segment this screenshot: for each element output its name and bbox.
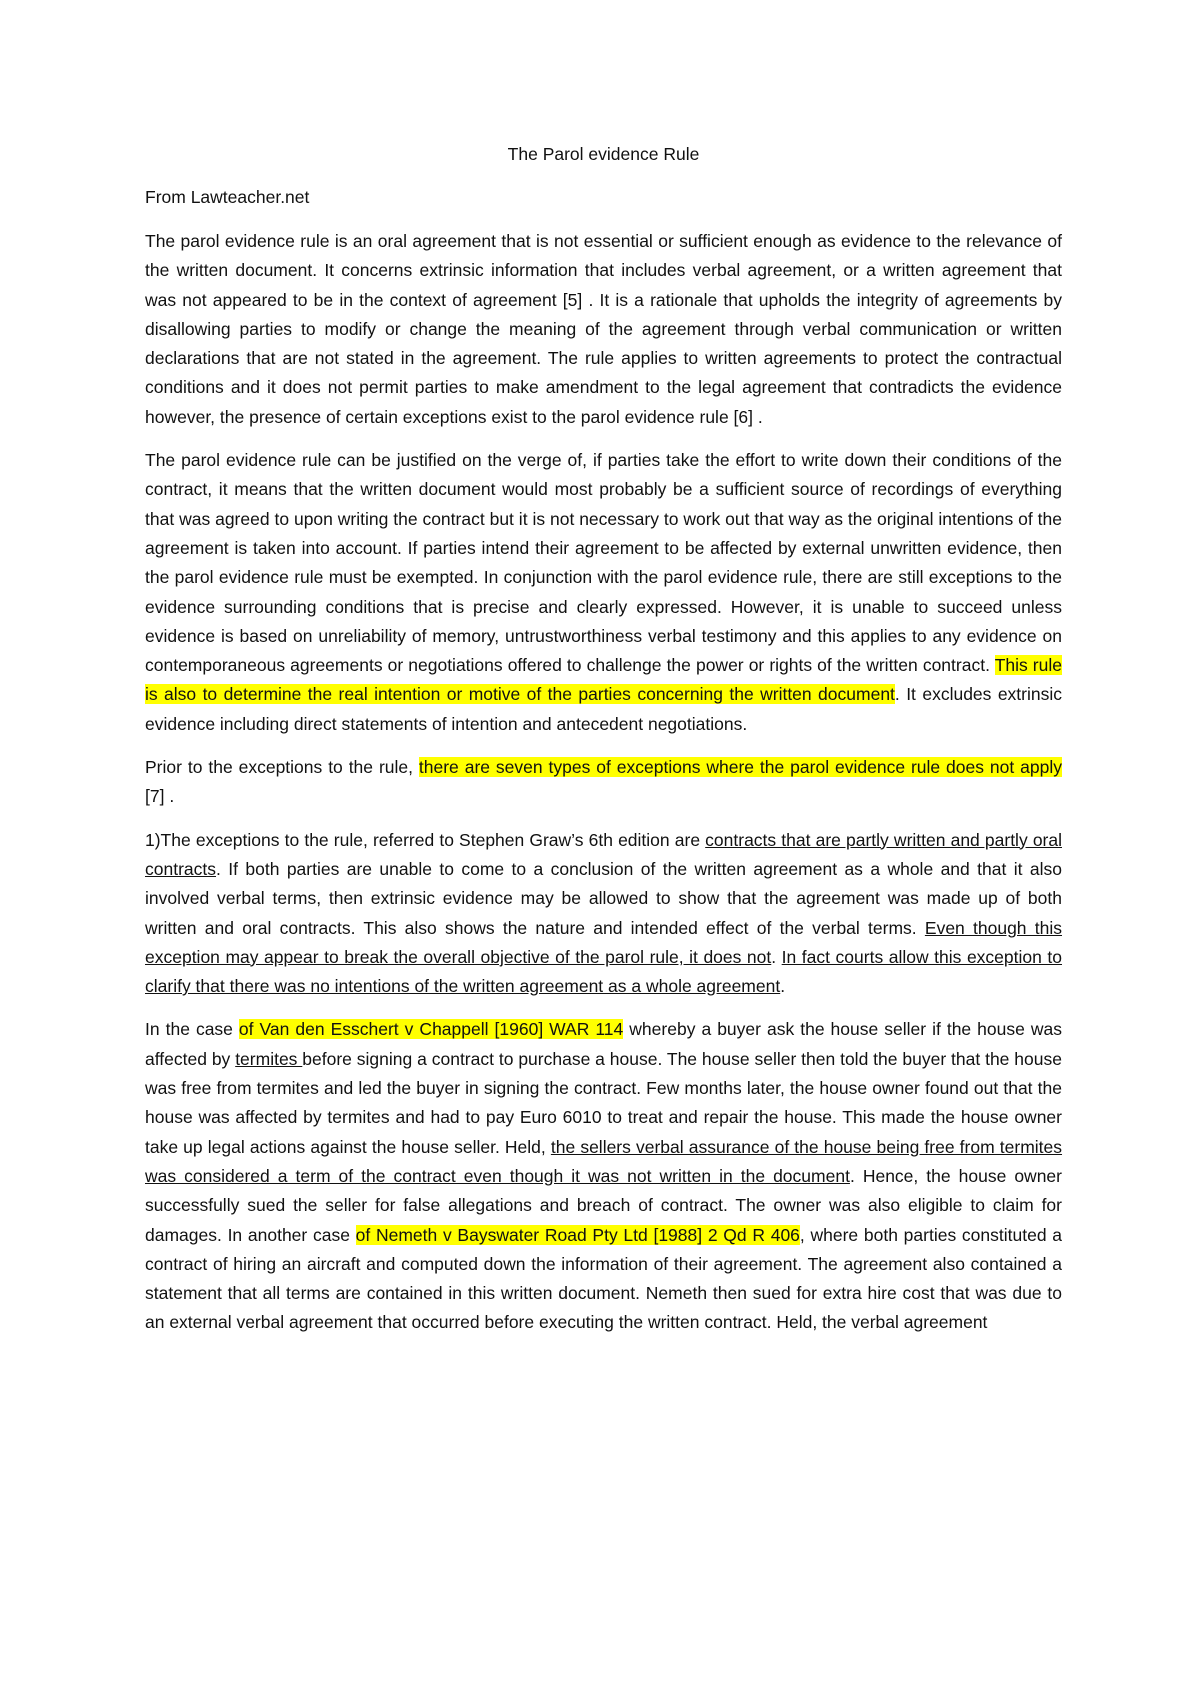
document-body (145, 227, 1062, 1338)
paragraph-text: whereby a buyer ask the house seller if the house was affected by (145, 1019, 1062, 1069)
paragraph-text: before signing a contract to purchase a house. The house seller then told the buyer that the house was free from termites and led the buyer in signing the contract. Few months later, the house owner found out that the house was affected by termites and had to pay Euro 6010 to treat and repair the house. This made the house owner take up legal actions against the house seller. Held, (145, 1048, 1062, 1157)
paragraph-text: Prior to the exceptions to the rule, (145, 757, 419, 778)
paragraph-text: , where both parties constituted a contract of hiring an aircraft and computed down the information of their agreement. The agreement also contained a statement that all terms are contained in this written document. Nemeth then sued for extra hire cost that was due to an external verbal agreement that occurred before executing the written contract. Held, the verbal agreement (145, 1224, 1063, 1333)
paragraph-text: . Hence, the house owner successfully sued the seller for false allegations and breach of contract. The owner was also eligible to claim for damages. In another case (145, 1165, 1062, 1245)
paragraph-text: . It excludes extrinsic evidence including direct statements of intention and antecedent negotiations. (145, 684, 1062, 734)
paragraph-text: [7] . (145, 786, 175, 807)
underlined-text: the sellers verbal assurance of the house being free from termites was considered a term of the contract even though it was not written in the document (145, 1136, 1063, 1186)
paragraph-text: . (780, 976, 786, 997)
underlined-text: Even though this exception may appear to break the overall objective of the parol rule, it does not (145, 917, 1062, 967)
underlined-text: termites (235, 1048, 303, 1069)
paragraph-text: 1)The exceptions to the rule, referred to Stephen Graw’s 6th edition are (145, 829, 706, 850)
document-title: The Parol evidence Rule (507, 144, 700, 164)
paragraph (145, 753, 1062, 812)
highlighted-text: of Nemeth v Bayswater Road Pty Ltd [1988] 2 Qd R 406 (355, 1224, 800, 1245)
paragraph (145, 227, 1062, 432)
underlined-text: In fact courts allow this exception to clarify that there was no intentions of the written agreement as a whole agreement (145, 946, 1062, 997)
source-line: From Lawteacher.net (145, 187, 310, 207)
paragraph-text: In the case (145, 1019, 239, 1040)
paragraph (145, 446, 1062, 739)
paragraph-text: The parol evidence rule is an oral agreement that is not essential or sufficient enough as evidence to the relevance of the written document. It concerns extrinsic information that includes verbal agreement, or a written agreement that was not appeared to be in the context of agreement [5] . It is a rationale that upholds the integrity of agreements by disallowing parties to modify or change the meaning of the agreement through verbal communication or written declarations that are not stated in the agreement. The rule applies to written agreements to protect the contractual conditions and it does not permit parties to make amendment to the legal agreement that contradicts the evidence however, the presence of certain exceptions exist to the parol evidence rule [6] . (145, 231, 1062, 427)
paragraph-text: The parol evidence rule can be justified on the verge of, if parties take the effort to write down their conditions of the contract, it means that the written document would most probably be a sufficient source of recordings of everything that was agreed to upon writing the contract but it is not necessary to work out that way as the original intentions of the agreement is taken into account. If parties intend their agreement to be affected by external unwritten evidence, then the parol evidence rule must be exempted. In conjunction with the parol evidence rule, there are still exceptions to the evidence surrounding conditions that is precise and clearly expressed. However, it is unable to succeed unless evidence is based on unreliability of memory, untrustworthiness verbal testimony and this applies to any evidence on contemporaneous agreements or negotiations offered to challenge the power or rights of the written contract. (145, 450, 1062, 676)
paragraph-text: . If both parties are unable to come to a conclusion of the written agreement as a whole and that it also involved verbal terms, then extrinsic evidence may be allowed to show that the agreement was made up of both written and oral contracts. This also shows the nature and intended effect of the verbal terms. (145, 858, 1062, 938)
highlighted-text: there are seven types of exceptions where the parol evidence rule does not apply (418, 757, 1062, 778)
highlighted-text: This rule is also to determine the real intention or motive of the parties concerning the written document (145, 655, 1062, 705)
underlined-text: contracts that are partly written and partly oral contracts (145, 829, 1062, 879)
paragraph (145, 826, 1062, 1002)
paragraph (145, 1015, 1062, 1337)
paragraph-text: . (771, 946, 782, 967)
highlighted-text: of Van den Esschert v Chappell [1960] WAR 114 (238, 1019, 624, 1040)
